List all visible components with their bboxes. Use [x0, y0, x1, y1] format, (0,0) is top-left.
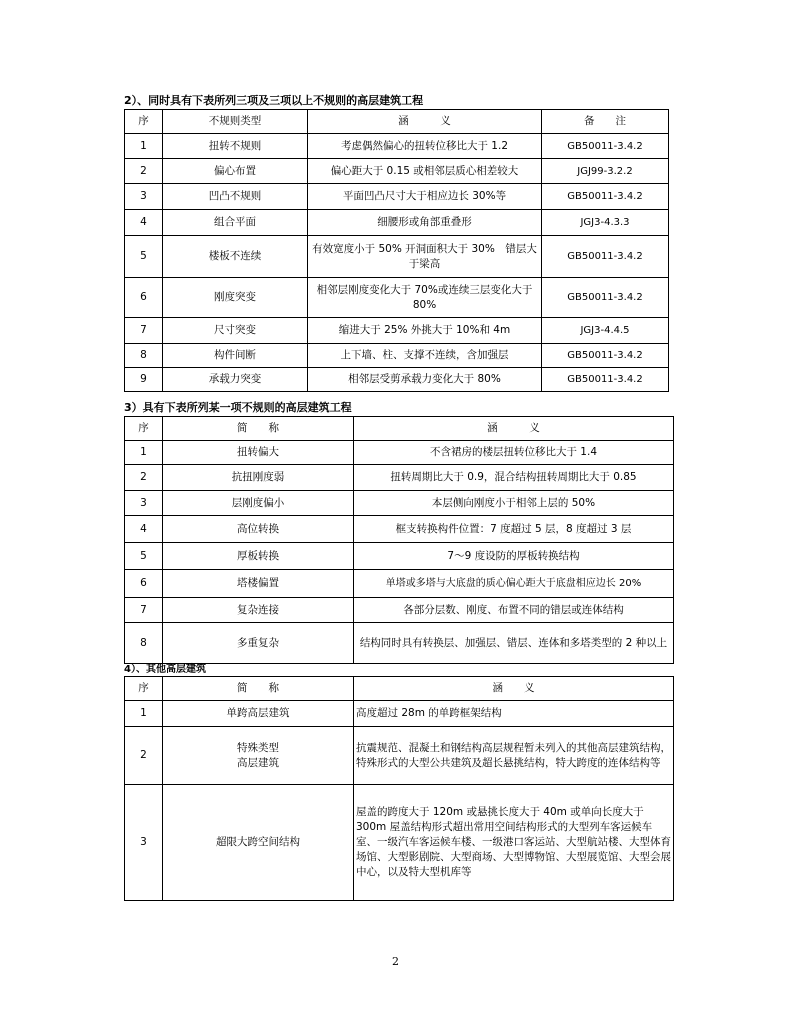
row-meaning: 单塔或多塔与大底盘的质心偏心距大于底盘相应边长 20%: [354, 570, 674, 598]
section-4-heading: 4）、其他高层建筑: [124, 664, 206, 675]
row-type: 构件间断: [163, 344, 308, 368]
row-name: 单跨高层建筑: [163, 701, 354, 727]
row-no: 7: [125, 318, 163, 344]
row-ref: JGJ3-4.4.5: [542, 318, 669, 344]
row-no: 8: [125, 623, 163, 664]
row-type: 偏心布置: [163, 159, 308, 184]
row-type: 尺寸突变: [163, 318, 308, 344]
page-number: 2: [392, 955, 399, 968]
table-row: [125, 785, 674, 901]
row-no: 7: [125, 598, 163, 623]
row-meaning: 平面凹凸尺寸大于相应边长 30%等: [308, 184, 542, 210]
row-name: 厚板转换: [163, 543, 354, 570]
row-meaning: 相邻层受剪承载力变化大于 80%: [308, 368, 542, 392]
row-ref: JGJ3-4.3.3: [542, 210, 669, 236]
table-row: [125, 278, 669, 318]
row-no: 6: [125, 278, 163, 318]
header-meaning: 涵 义: [354, 417, 674, 441]
table-row: [125, 465, 674, 491]
row-ref: GB50011-3.4.2: [542, 184, 669, 210]
table-header-row: [125, 417, 674, 441]
table-row: [125, 701, 674, 727]
row-meaning: 扭转周期比大于 0.9，混合结构扭转周期比大于 0.85: [354, 465, 674, 491]
single-irregularity-table: [124, 416, 674, 664]
row-no: 5: [125, 543, 163, 570]
table-row: [125, 623, 674, 664]
row-name: 扭转偏大: [163, 441, 354, 465]
table-row: [125, 210, 669, 236]
row-name: 高位转换: [163, 516, 354, 543]
table-header-row: [125, 110, 669, 134]
header-meaning: 涵 义: [308, 110, 542, 134]
row-name: 抗扭刚度弱: [163, 465, 354, 491]
row-name: 超限大跨空间结构: [163, 785, 354, 901]
row-name: 特殊类型 高层建筑: [163, 727, 354, 785]
row-meaning: 缩进大于 25% 外挑大于 10%和 4m: [308, 318, 542, 344]
table-row: [125, 491, 674, 516]
row-meaning: 偏心距大于 0.15 或相邻层质心相差较大: [308, 159, 542, 184]
row-type: 组合平面: [163, 210, 308, 236]
row-name: 层刚度偏小: [163, 491, 354, 516]
row-type: 刚度突变: [163, 278, 308, 318]
header-type: 不规则类型: [163, 110, 308, 134]
row-name: 复杂连接: [163, 598, 354, 623]
table-row: [125, 318, 669, 344]
table-row: [125, 159, 669, 184]
row-type: 扭转不规则: [163, 134, 308, 159]
row-meaning: 不含裙房的楼层扭转位移比大于 1.4: [354, 441, 674, 465]
row-no: 2: [125, 465, 163, 491]
row-no: 1: [125, 134, 163, 159]
row-no: 1: [125, 701, 163, 727]
table-row: [125, 516, 674, 543]
row-name: 塔楼偏置: [163, 570, 354, 598]
table-header-row: [125, 677, 674, 701]
row-no: 2: [125, 727, 163, 785]
row-ref: GB50011-3.4.2: [542, 134, 669, 159]
row-no: 3: [125, 491, 163, 516]
header-no: 序: [125, 417, 163, 441]
table-row: [125, 441, 674, 465]
row-meaning: 考虑偶然偏心的扭转位移比大于 1.2: [308, 134, 542, 159]
row-ref: GB50011-3.4.2: [542, 278, 669, 318]
table-row: [125, 344, 669, 368]
row-meaning: 本层侧向刚度小于相邻上层的 50%: [354, 491, 674, 516]
table-row: [125, 184, 669, 210]
row-meaning: 有效宽度小于 50% 开洞面积大于 30% 错层大于梁高: [308, 236, 542, 278]
header-no: 序: [125, 110, 163, 134]
row-no: 5: [125, 236, 163, 278]
row-meaning: 框支转换构件位置：7 度超过 5 层，8 度超过 3 层: [354, 516, 674, 543]
row-meaning: 细腰形或角部重叠形: [308, 210, 542, 236]
row-meaning: 高度超过 28m 的单跨框架结构: [354, 701, 674, 727]
row-no: 9: [125, 368, 163, 392]
header-meaning: 涵 义: [354, 677, 674, 701]
row-type: 承载力突变: [163, 368, 308, 392]
header-name: 简 称: [163, 417, 354, 441]
row-no: 2: [125, 159, 163, 184]
header-name: 简 称: [163, 677, 354, 701]
row-no: 8: [125, 344, 163, 368]
row-meaning: 7～9 度设防的厚板转换结构: [354, 543, 674, 570]
row-name: 多重复杂: [163, 623, 354, 664]
table-row: [125, 570, 674, 598]
row-meaning: 上下墙、柱、支撑不连续，含加强层: [308, 344, 542, 368]
row-no: 4: [125, 516, 163, 543]
row-meaning: 结构同时具有转换层、加强层、错层、连体和多塔类型的 2 种以上: [354, 623, 674, 664]
row-meaning: 屋盖的跨度大于 120m 或悬挑长度大于 40m 或单向长度大于 300m 屋盖结构形式超出常用空间结构形式的大型列车客运候车室、一级汽车客运候车楼、一级港口客运站、大型航站楼、大型体育场馆、大型影剧院、大型商场、大型博物馆、大型展览馆、大型会展中心，以及特大型机库等: [354, 785, 674, 901]
row-type: 楼板不连续: [163, 236, 308, 278]
row-ref: GB50011-3.4.2: [542, 344, 669, 368]
table-row: [125, 368, 669, 392]
row-type: 凹凸不规则: [163, 184, 308, 210]
row-no: 3: [125, 184, 163, 210]
row-meaning: 抗震规范、混凝土和钢结构高层规程暂未列入的其他高层建筑结构，特殊形式的大型公共建筑及超长悬挑结构，特大跨度的连体结构等: [354, 727, 674, 785]
table-row: [125, 543, 674, 570]
other-buildings-table: [124, 676, 674, 901]
row-meaning: 相邻层刚度变化大于 70%或连续三层变化大于 80%: [308, 278, 542, 318]
section-3-heading: 3）具有下表所列某一项不规则的高层建筑工程: [124, 401, 352, 414]
table-row: [125, 236, 669, 278]
row-no: 6: [125, 570, 163, 598]
section-2-heading: 2）、同时具有下表所列三项及三项以上不规则的高层建筑工程: [124, 94, 424, 107]
table-row: [125, 598, 674, 623]
row-ref: GB50011-3.4.2: [542, 368, 669, 392]
header-no: 序: [125, 677, 163, 701]
irregularity-table: [124, 109, 669, 392]
row-ref: JGJ99-3.2.2: [542, 159, 669, 184]
table-row: [125, 134, 669, 159]
table-row: [125, 727, 674, 785]
row-no: 1: [125, 441, 163, 465]
row-no: 4: [125, 210, 163, 236]
header-ref: 备 注: [542, 110, 669, 134]
row-no: 3: [125, 785, 163, 901]
row-ref: GB50011-3.4.2: [542, 236, 669, 278]
row-meaning: 各部分层数、刚度、布置不同的错层或连体结构: [354, 598, 674, 623]
